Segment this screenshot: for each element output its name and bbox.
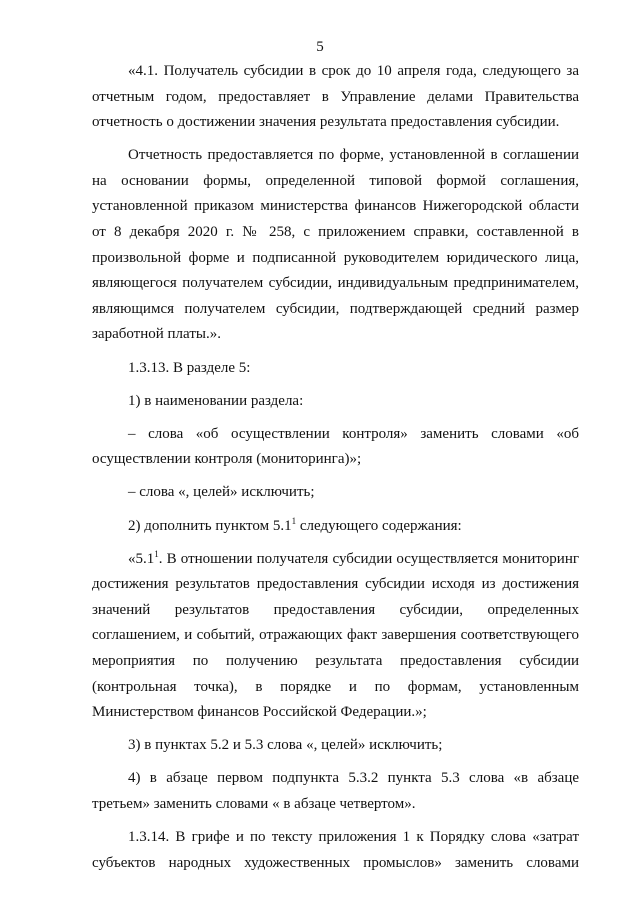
paragraph-dash-words-control: – слова «об осуществлении контроля» заменить словами «об осуществлении контроля (мониторинга)»; (92, 425, 579, 468)
page-number: 5 (316, 39, 324, 55)
paragraph-5-1-1-before: «5.1 (128, 550, 155, 567)
superscript-one: 1 (154, 548, 159, 559)
paragraph-item-2-before: 2) дополнить пунктом 5.1 (128, 517, 292, 534)
document-body (92, 59, 579, 884)
paragraph-4-1: «4.1. Получатель субсидии в срок до 10 апреля года, следующего за отчетным годом, предоставляет в Управление делами Правительства отчетность о достижении значения результата предоставления субсидии. (92, 63, 579, 131)
paragraph-1-3-14: 1.3.14. В грифе и по тексту приложения 1 к Порядку слова «затрат субъектов народных художественных промыслов» заменить словами (92, 829, 579, 871)
paragraph-item-1: 1) в наименовании раздела: (128, 392, 304, 409)
paragraph-item-4: 4) в абзаце первом подпункта 5.3.2 пункта 5.3 слова «в абзаце третьем» заменить словами « в абзаце четвертом». (92, 770, 579, 812)
paragraph-1-3-13: 1.3.13. В разделе 5: (128, 359, 251, 376)
paragraph-item-2 (92, 514, 579, 540)
paragraph-5-1-1 (92, 547, 579, 726)
paragraph-item-2-after: следующего содержания: (296, 517, 462, 534)
paragraph-item-3: 3) в пунктах 5.2 и 5.3 слова «, целей» исключить; (128, 737, 443, 754)
paragraph-dash-words-goals: – слова «, целей» исключить; (128, 484, 315, 501)
paragraph-report-form: Отчетность предоставляется по форме, установленной в соглашении на основании формы, определенной типовой формой соглашения, установленной приказом министерства финансов Нижегородской области от 8 декабря 2020 г. № 258, с приложением справки, составленной в произвольной форме и подписанной руководителем юридического лица, являющегося получателем субсидии, индивидуальным предпринимателем, являющимся получателем субсидии, подтверждающей средний размер заработной платы.». (92, 147, 579, 343)
paragraph-5-1-1-after: . В отношении получателя субсидии осуществляется мониторинг достижения результатов предоставления субсидии исходя из достижения значений результатов предоставления субсидии, определенных соглашением, и событий, отражающих факт завершения соответствующего мероприятия по получению результата предоставления субсидии (контрольная точка), в порядке и по формам, установленным Министерством финансов Российской Федерации.»; (92, 550, 579, 721)
superscript-one: 1 (291, 515, 297, 526)
